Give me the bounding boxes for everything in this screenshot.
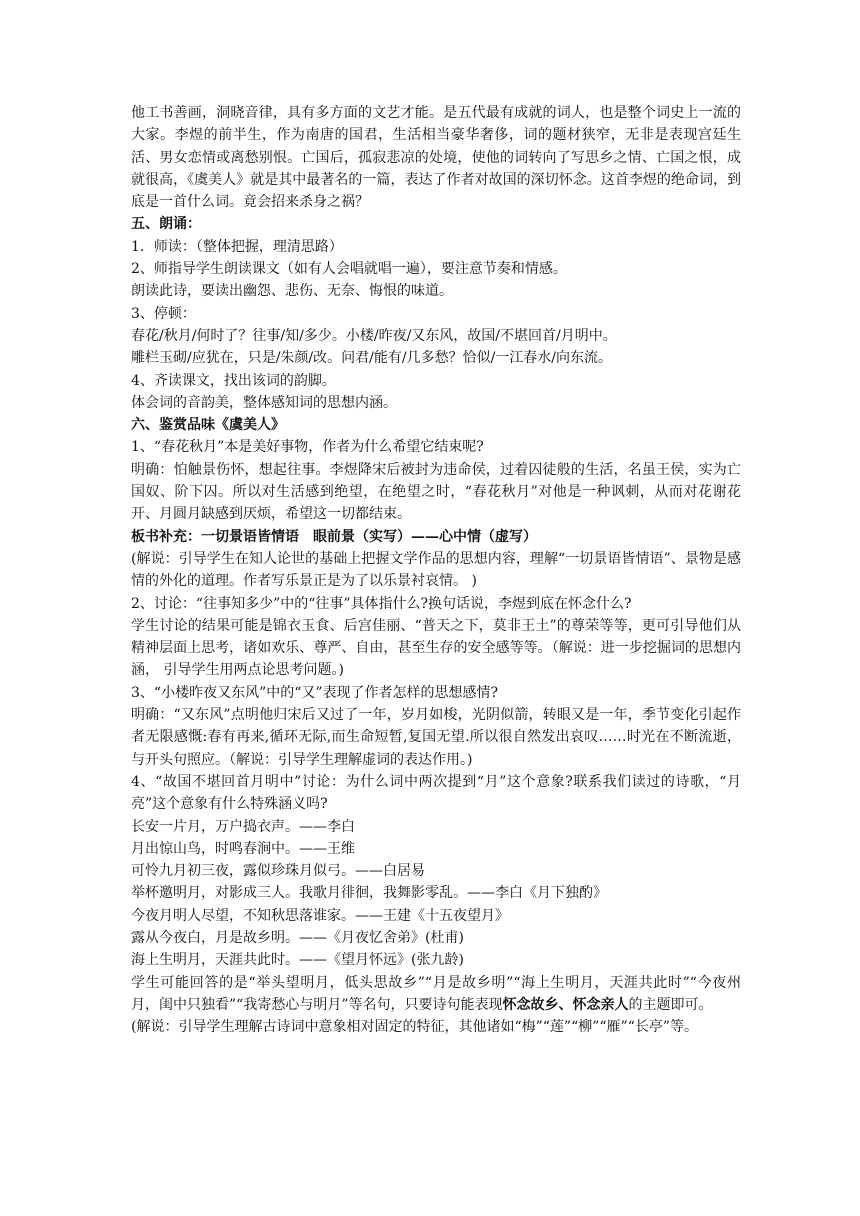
question-4: 4、“故国不堪回首月明中”讨论：为什么词中两次提到“月”这个意象?联系我们读过的诗歌，“月亮”这个意象有什么特殊涵义吗?: [131, 773, 741, 813]
answer-1: 明确：怕触景伤怀，想起往事。李煜降宋后被封为违命侯，过着囚徒般的生活，名虽王侯，实为亡国奴、阶下囚。所以对生活感到绝望，在绝望之时，“春花秋月”对他是一种讽刺，从而对花谢花开、月圆月缺感到厌烦，希望这一切都结束。: [131, 461, 741, 523]
intro-paragraph: 他工书善画，洞晓音律，具有多方面的文艺才能。是五代最有成就的词人，也是整个词史上一流的大家。李煜的前半生，作为南唐的国君，生活相当豪华奢侈，词的题材狭窄，无非是表现宫廷生活、男女恋情或离愁别恨。亡国后，孤寂悲凉的处境，使他的词转向了写思乡之情、亡国之恨，成就很高，《虞美人》就是其中最著名的一篇，表达了作者对故国的深切怀念。这首李煜的绝命词，到底是一首什么词。竟会招来杀身之祸？: [131, 105, 741, 211]
poem-line: 月出惊山鸟，时鸣春涧中。——王维: [131, 840, 355, 857]
poem-line: 可怜九月初三夜，露似珍珠月似弓。——白居易: [131, 863, 425, 880]
answer-4: [131, 972, 741, 1017]
note-1: (解说：引导学生在知人论世的基础上把握文学作品的思想内容，理解“一切景语皆情语”、景物是感情的外化的道理。作者写乐景正是为了以乐景衬哀情。 ): [131, 550, 741, 590]
poem-line: 今夜月明人尽望，不知秋思落谁家。——王建《十五夜望月》: [131, 907, 509, 924]
question-2: 2、讨论：“往事知多少”中的“往事”具体指什么?换句话说，李煜到底在怀念什么?: [131, 595, 632, 612]
s5-line-4: 3、停顿：: [131, 305, 196, 322]
question-3: 3、“小楼昨夜又东风”中的“又”表现了作者怎样的思想感情?: [131, 684, 499, 701]
section-6-title: 六、鉴赏品味《虞美人》: [131, 417, 285, 434]
s5-line-1: 1．师读：（整体把握，理清思路）: [131, 238, 343, 255]
s5-line-5: 春花/秋月/何时了？往事/知/多少。小楼/昨夜/又东风，故国/不堪回首/月明中。: [131, 327, 617, 344]
poem-line: 长安一片月，万户捣衣声。——李白: [131, 818, 355, 835]
s5-line-3: 朗读此诗，要读出幽怨、悲伤、无奈、悔恨的味道。: [131, 283, 453, 300]
poem-line: 露从今夜白，月是故乡明。——《月夜忆舍弟》(杜甫): [131, 929, 464, 946]
s5-line-7: 4、齐读课文，找出该词的韵脚。: [131, 372, 336, 389]
section-5-title: 五、朗诵：: [131, 216, 201, 233]
answer-2: 学生讨论的结果可能是锦衣玉食、后宫佳丽、“普天之下，莫非王土”的尊荣等等，更可引导他们从精神层面上思考，诸如欢乐、尊严、自由，甚至生存的安全感等等。（解说：进一步挖掘词的思想内涵， 引导学生用两点论思考问题。): [131, 617, 741, 679]
s5-line-2: 2、师指导学生朗读课文（如有人会唱就唱一遍），要注意节奏和情感。: [131, 261, 567, 278]
poem-line: 举杯邀明月，对影成三人。我歌月徘徊，我舞影零乱。——李白《月下独酌》: [131, 885, 607, 902]
answer-3: 明确：“又东风”点明他归宋后又过了一年，岁月如梭，光阴似箭，转眼又是一年，季节变化引起作者无限感慨:春有再来,循环无际,而生命短暂,复国无望.所以很自然发出哀叹……时光在不断流逝，与开头句照应。（解说：引导学生理解虚词的表达作用。): [131, 707, 741, 768]
answer-4-text: 学生可能回答的是“举头望明月，低头思故乡”“月是故乡明”“海上生明月，天涯共此时”“今夜州月，闺中只独看”“我寄愁心与明月”等名句，只要诗句能表现: [131, 974, 741, 1013]
poem-line: 海上生明月，天涯共此时。——《望月怀远》(张九龄): [131, 952, 464, 969]
s5-line-8: 体会词的音韵美，整体感知词的思想内涵。: [131, 394, 397, 411]
document-page: [131, 102, 741, 1038]
answer-4-emphasis: 怀念故乡、怀念亲人: [502, 996, 629, 1013]
board-supplement: 板书补充：一切景语皆情语 眼前景（实写）——心中情（虚写）: [131, 528, 537, 545]
note-4: (解说：引导学生理解古诗词中意象相对固定的特征，其他诸如“梅”“莲”“柳”“雁”“长亭”等。: [131, 1019, 699, 1036]
s5-line-6: 雕栏玉砌/应犹在，只是/朱颜/改。问君/能有/几多愁？恰似/一江春水/向东流。: [131, 350, 613, 367]
answer-4-tail: 的主题即可。: [628, 996, 713, 1013]
question-1: 1、“春花秋月”本是美好事物，作者为什么希望它结束呢?: [131, 439, 484, 456]
